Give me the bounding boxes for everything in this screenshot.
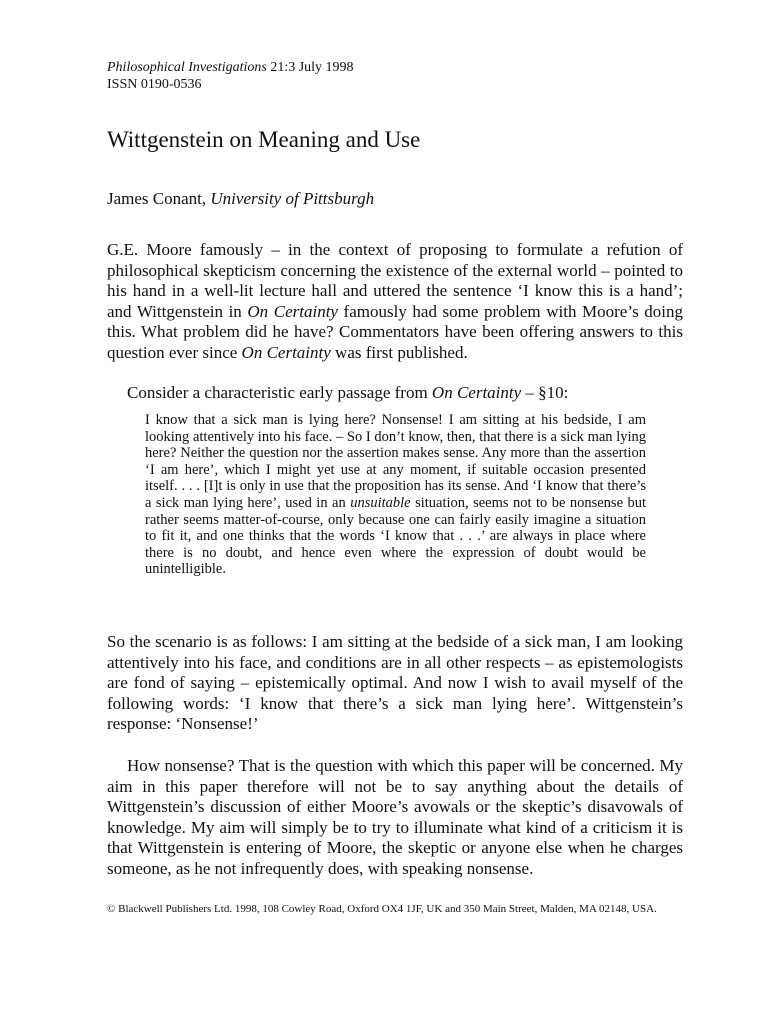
journal-header — [107, 59, 354, 93]
paragraph-text: – §10: — [521, 383, 569, 402]
journal-volume-date: 21:3 July 1998 — [266, 60, 354, 75]
author-name: James Conant, — [107, 189, 211, 208]
author-affiliation: University of Pittsburgh — [210, 189, 375, 208]
quote-text: I know that a sick man is lying here? Nonsense! I am sitting at his bedside, I am looking attentively into his face. – So I don’t know, then, that there is a sick man lying here? Neither the question nor the assertion makes sense. Any more than the assertion ‘I am here’, which I might yet use at any moment, if suitable occasion presented itself. . . . [I]t is only in use that the proposition has its sense. And ‘I know that there’s a sick man lying here’, used in an — [145, 412, 646, 511]
journal-issn: ISSN 0190-0536 — [107, 77, 202, 92]
paragraph-text: G.E. Moore famously – in the context of proposing to formulate a refution of philosophical skepticism concerning the existence of the external world – pointed to his hand in a well-lit lecture hall and uttered the sentence ‘I know this is a hand’; and Wittgenstein in — [107, 240, 683, 321]
work-title-italic: On Certainty — [431, 383, 522, 402]
journal-name: Philosophical Investigations — [107, 60, 267, 75]
quote-text: situation, seems not to be nonsense but rather seems matter-of-course, only because one can fairly easily imagine a situation to fit it, and one thinks that the words ‘I know that . . .’ are always in place where there is no doubt, and hence even where the expression of doubt would be unintelligible. — [145, 494, 647, 578]
paragraph-text: famously had some problem with Moore’s doing this. What problem did he have? Commentators have been offering answers to this question ever since — [107, 301, 683, 362]
article-title: Wittgenstein on Meaning and Use — [107, 127, 421, 152]
journal-citation — [107, 59, 354, 76]
body-paragraph-3: So the scenario is as follows: I am sitting at the bedside of a sick man, I am looking attentively into his face, and conditions are in all other respects – as epistemologists are fond of saying – epistemically optimal. And now I wish to avail myself of the following words: ‘I know that there’s a sick man lying here’. Wittgenstein’s response: ‘Nonsense!’ — [107, 632, 683, 733]
work-title-italic: On Certainty — [241, 342, 331, 362]
quote-emphasis: unsuitable — [350, 494, 411, 511]
body-paragraph-2 — [107, 383, 683, 404]
body-paragraph-1 — [107, 240, 683, 363]
paragraph-text: was first published. — [330, 342, 468, 362]
body-paragraph-4: How nonsense? That is the question with which this paper will be concerned. My aim in this paper therefore will not be to say anything about the details of Wittgenstein’s discussion of either Moore’s avowals or the skeptic’s disavowals of knowledge. My aim will simply be to try to illuminate what kind of a criticism it is that Wittgenstein is entering of Moore, the skeptic or anyone else when he charges someone, as he not infrequently does, with speaking nonsense. — [107, 756, 683, 878]
author-line — [107, 188, 374, 210]
copyright-footer: © Blackwell Publishers Ltd. 1998, 108 Cowley Road, Oxford OX4 1JF, UK and 350 Main Street, Malden, MA 02148, USA. — [107, 903, 657, 915]
paragraph-text: Consider a characteristic early passage from — [127, 383, 432, 402]
block-quote — [145, 412, 646, 578]
work-title-italic: On Certainty — [247, 301, 338, 321]
